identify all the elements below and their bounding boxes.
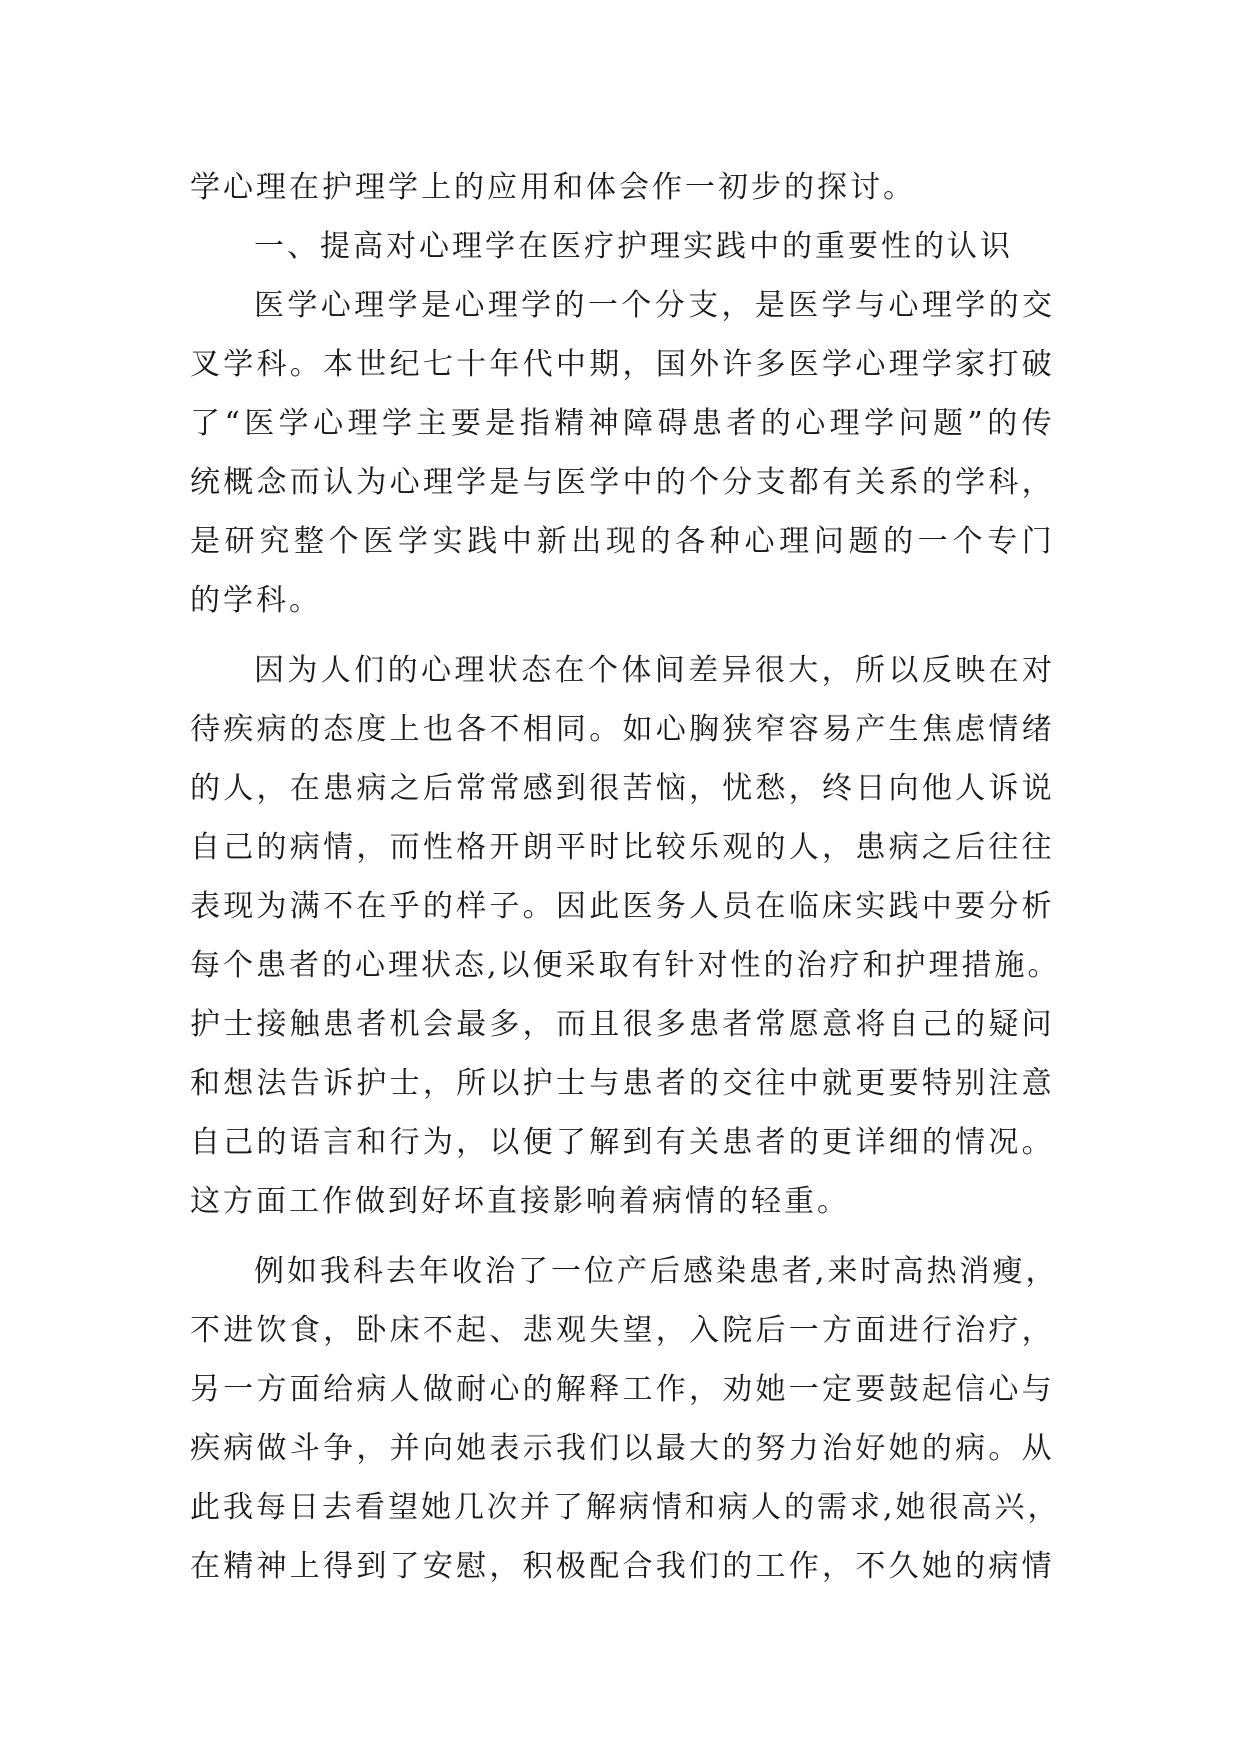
text-line: 不 进 饮 食 ， 卧 床 不 起 、 悲 观 失 望 ， 入 院 后 一 方 面 进 行 治 疗 ， [190, 1313, 1055, 1348]
text-line: 自 己 的 病 情 ， 而 性 格 开 朗 平 时 比 较 乐 观 的 人 ， 患 病 之 后 往 往 [190, 830, 1055, 865]
text-line: 学心理在护理学上的应用和体会作一初步的探讨。 [190, 170, 916, 205]
paragraph-gap [190, 630, 1055, 641]
text-line: 另 一 方 面 给 病 人 做 耐 心 的 解 释 工 作 ， 劝 她 一 定 要 鼓 起 信 心 与 [190, 1372, 1055, 1407]
text-line: 和 想 法 告 诉 护 士 ， 所 以 护 士 与 患 者 的 交 往 中 就 更 要 特 别 注 意 [190, 1066, 1055, 1101]
paragraph-gap [190, 1231, 1055, 1242]
section-heading: 一、提高对心理学在医疗护理实践中的重要性的认识 [254, 229, 1013, 264]
text-line: 医 学 心 理 学 是 心 理 学 的 一 个 分 支 ， 是 医 学 与 心 理 学 的 交 [254, 288, 1055, 323]
text-line: 待 疾 病 的 态 度 上 也 各 不 相 同 。 如 心 胸 狭 窄 容 易 产 生 焦 虑 情 绪 [190, 712, 1055, 747]
text-line: 叉 学 科 。 本 世 纪 七 十 年 代 中 期 ， 国 外 许 多 医 学 心 理 学 家 打 破 [190, 347, 1055, 382]
document-body [190, 158, 1061, 1596]
text-line: 的 人 ， 在 患 病 之 后 常 常 感 到 很 苦 恼 ， 忧 愁 ， 终 日 向 他 人 诉 说 [190, 771, 1055, 806]
text-line: 自 己 的 语 言 和 行 为 ， 以 便 了 解 到 有 关 患 者 的 更 详 细 的 情 况 。 [190, 1125, 1055, 1160]
text-line: 在 精 神 上 得 到 了 安 慰 ， 积 极 配 合 我 们 的 工 作 ， 不 久 她 的 病 情 [190, 1549, 1055, 1584]
text-line: 这方面工作做到好坏直接影响着病情的轻重。 [190, 1184, 850, 1219]
text-line: 因 为 人 们 的 心 理 状 态 在 个 体 间 差 异 很 大 ， 所 以 反 映 在 对 [254, 653, 1055, 688]
text-line: 疾 病 做 斗 争 ， 并 向 她 表 示 我 们 以 最 大 的 努 力 治 好 她 的 病 。 从 [190, 1431, 1055, 1466]
text-line: 护 士 接 触 患 者 机 会 最 多 ， 而 且 很 多 患 者 常 愿 意 将 自 己 的 疑 问 [190, 1007, 1055, 1042]
text-line: 统 概 念 而 认 为 心 理 学 是 与 医 学 中 的 个 分 支 都 有 关 系 的 学 科 ， [190, 465, 1055, 500]
text-line: 每 个 患 者 的 心 理 状 态 , 以 便 采 取 有 针 对 性 的 治 疗 和 护 理 措 施 。 [190, 948, 1061, 983]
text-line: 的学科。 [190, 583, 322, 618]
text-line: 是 研 究 整 个 医 学 实 践 中 新 出 现 的 各 种 心 理 问 题 的 一 个 专 门 [190, 524, 1055, 559]
text-line: 此 我 每 日 去 看 望 她 几 次 并 了 解 病 情 和 病 人 的 需 求 , 她 很 高 兴 ， [190, 1490, 1061, 1525]
text-line: 例 如 我 科 去 年 收 治 了 一 位 产 后 感 染 患 者 , 来 时 高 热 消 瘦 ， [254, 1254, 1059, 1289]
text-line: 表 现 为 满 不 在 乎 的 样 子 。 因 此 医 务 人 员 在 临 床 实 践 中 要 分 析 [190, 889, 1055, 924]
text-line: 了 “ 医 学 心 理 学 主 要 是 指 精 神 障 碍 患 者 的 心 理 学 问 题 ” 的 传 [190, 406, 1055, 441]
